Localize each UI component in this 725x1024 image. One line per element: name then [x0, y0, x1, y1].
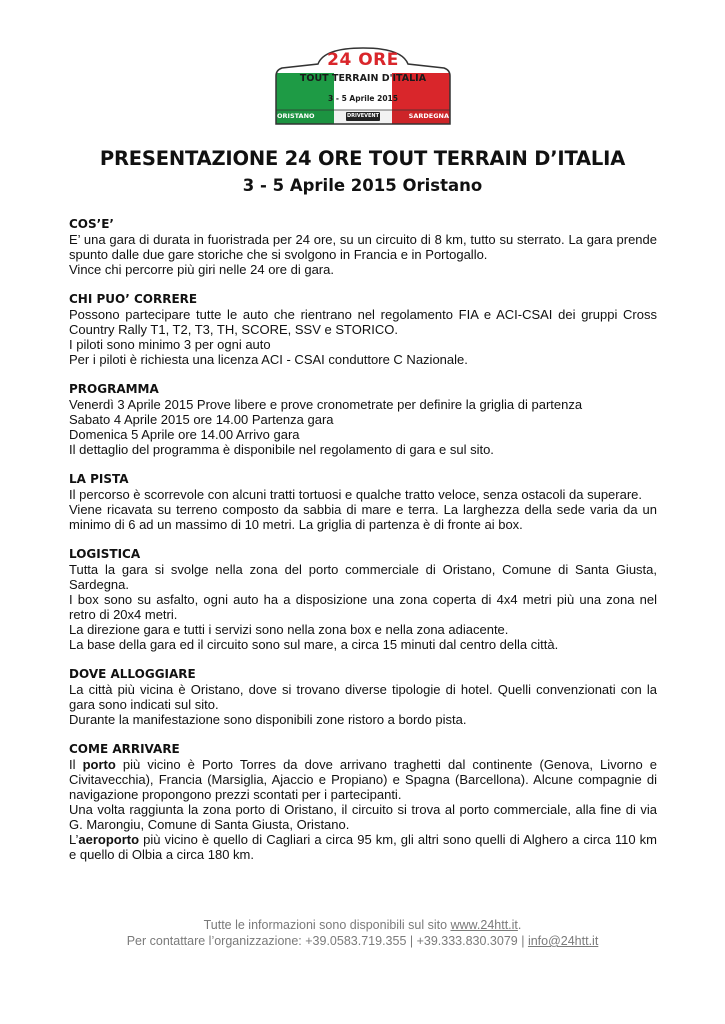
- bold-term-aeroporto: aeroporto: [78, 832, 140, 847]
- section-la-pista: [69, 472, 657, 532]
- paragraph: Il percorso è scorrevole con alcuni tratti tortuosi e qualche tratto veloce, senza ostacoli da superare.: [69, 487, 643, 502]
- paragraph: E’ una gara di durata in fuoristrada per 24 ore, su un circuito di 8 km, tutto su sterrato. La gara prende spunto dalle due gare storiche che si svolgono in Francia e in Portogallo.: [69, 232, 657, 262]
- logo-sponsor-label: DRIVEVENT: [346, 113, 380, 119]
- page-subtitle: 3 - 5 Aprile 2015 Oristano: [242, 176, 483, 195]
- paragraph: I piloti sono minimo 3 per ogni auto: [69, 337, 271, 352]
- paragraph: Durante la manifestazione sono disponibili zone ristoro a bordo pista.: [69, 712, 467, 727]
- text-run: L’: [69, 832, 79, 847]
- logo-right-label: SARDEGNA: [408, 112, 449, 120]
- logo-subtitle: TOUT TERRAIN D'ITALIA: [299, 73, 427, 84]
- paragraph: Il dettaglio del programma è disponibile nel regolamento di gara e sul sito.: [69, 442, 494, 457]
- section-cose: [69, 217, 657, 277]
- event-logo: [274, 46, 452, 126]
- footer-line-contact: [0, 933, 725, 949]
- document-body: [69, 217, 657, 877]
- paragraph: Venerdì 3 Aprile 2015 Prove libere e prove cronometrate per definire la griglia di partenza: [69, 397, 583, 412]
- text-run: Il: [69, 757, 83, 772]
- section-heading: COME ARRIVARE: [69, 742, 180, 756]
- section-heading: DOVE ALLOGGIARE: [69, 667, 196, 681]
- paragraph: Tutta la gara si svolge nella zona del porto commerciale di Oristano, Comune di Santa Giusta, Sardegna.: [69, 562, 657, 592]
- bold-term-porto: porto: [82, 757, 116, 772]
- section-programma: [69, 382, 657, 457]
- paragraph-porto: [69, 757, 657, 802]
- footer-text: Tutte le informazioni sono disponibili sul sito: [203, 918, 451, 932]
- section-heading: PROGRAMMA: [69, 382, 159, 396]
- paragraph: Viene ricavata su terreno composto da sabbia di mare e terra. La larghezza della sede varia da un minimo di 6 ad un massimo di 10 metri. La griglia di partenza è di fronte ai box.: [69, 502, 657, 532]
- paragraph: Una volta raggiunta la zona porto di Oristano, il circuito si trova al porto commerciale, alla fine di via G. Marongiu, Comune di Santa Giusta, Oristano.: [69, 802, 657, 832]
- website-link[interactable]: www.24htt.it: [450, 918, 518, 932]
- paragraph: Per i piloti è richiesta una licenza ACI - CSAI conduttore C Nazionale.: [69, 352, 468, 367]
- paragraph: Sabato 4 Aprile 2015 ore 14.00 Partenza gara: [69, 412, 334, 427]
- email-link[interactable]: info@24htt.it: [527, 934, 599, 948]
- logo-date: 3 - 5 Aprile 2015: [328, 94, 398, 103]
- section-heading: CHI PUO’ CORRERE: [69, 292, 198, 306]
- page-footer: [0, 917, 725, 949]
- logo-left-label: ORISTANO: [277, 112, 315, 120]
- paragraph: Vince chi percorre più giri nelle 24 ore di gara.: [69, 262, 334, 277]
- section-dove-alloggiare: [69, 667, 657, 727]
- section-logistica: [69, 547, 657, 652]
- paragraph: I box sono su asfalto, ogni auto ha a disposizione una zona coperta di 4x4 metri più una zona nel retro di 20x4 metri.: [69, 592, 657, 622]
- paragraph: La città più vicina è Oristano, dove si trovano diverse tipologie di hotel. Quelli convenzionati con la gara sono indicati sul sito.: [69, 682, 657, 712]
- footer-text: Per contattare l’organizzazione: +39.0583.719.355 | +39.333.830.3079 |: [126, 934, 528, 948]
- page-title: PRESENTAZIONE 24 ORE TOUT TERRAIN D’ITALIA: [99, 147, 626, 170]
- section-come-arrivare: [69, 742, 657, 862]
- footer-line-info: [0, 917, 725, 933]
- section-heading: LOGISTICA: [69, 547, 141, 561]
- text-run: più vicino è Porto Torres da dove arrivano traghetti dal continente (Genova, Livorno e Civitavecchia), Francia (Marsiglia, Ajaccio e Propiano) e Spagna (Barcellona). Alcune compagnie di navigazione propongono prezzi scontati per i partecipanti.: [69, 757, 657, 802]
- paragraph: Domenica 5 Aprile ore 14.00 Arrivo gara: [69, 427, 300, 442]
- section-chi-puo-correre: [69, 292, 657, 367]
- logo-title: 24 ORE: [327, 50, 399, 70]
- paragraph: La base della gara ed il circuito sono sul mare, a circa 15 minuti dal centro della città.: [69, 637, 559, 652]
- section-heading: LA PISTA: [69, 472, 129, 486]
- text-run: più vicino è quello di Cagliari a circa 95 km, gli altri sono quelli di Alghero a circa 110 km e quello di Olbia a circa 180 km.: [69, 832, 657, 862]
- paragraph: La direzione gara e tutti i servizi sono nella zona box e nella zona adiacente.: [69, 622, 509, 637]
- paragraph: Possono partecipare tutte le auto che rientrano nel regolamento FIA e ACI-CSAI dei gruppi Cross Country Rally T1, T2, T3, TH, SCORE, SSV e STORICO.: [69, 307, 657, 337]
- footer-text: .: [517, 918, 522, 932]
- paragraph-aeroporto: [69, 832, 657, 862]
- section-heading: COS’E’: [69, 217, 114, 231]
